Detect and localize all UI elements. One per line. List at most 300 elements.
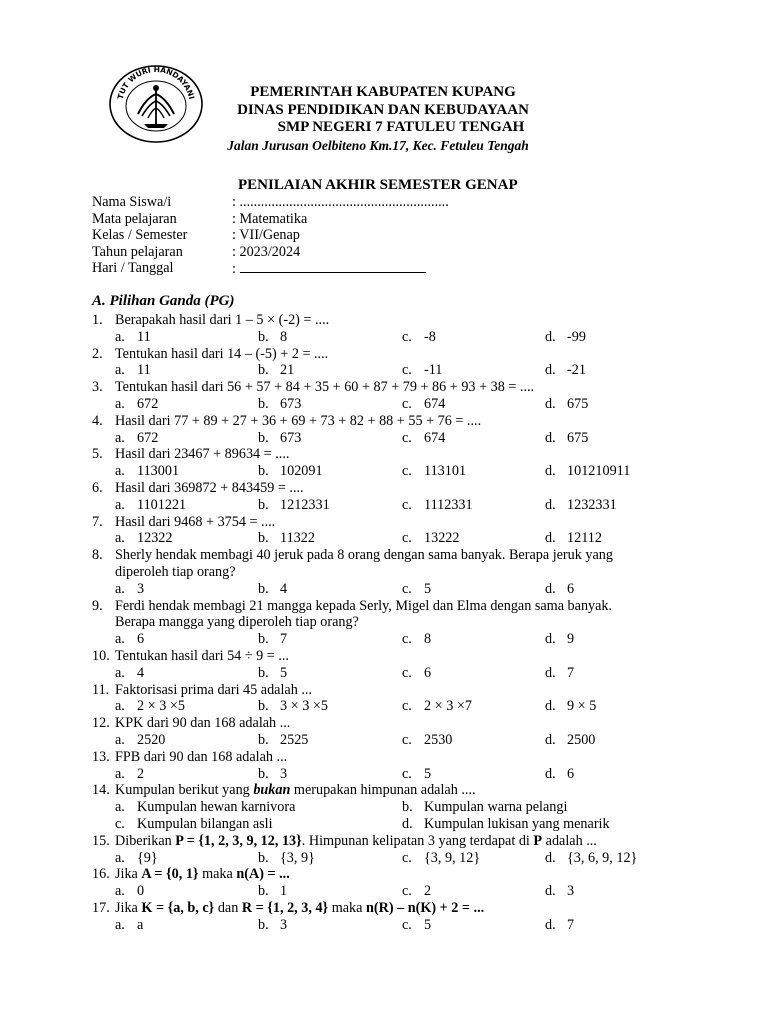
option-text: 8 (424, 631, 432, 648)
question-number: 6. (92, 479, 103, 496)
question-number: 17. (92, 899, 110, 916)
question-list (92, 312, 712, 933)
option-text: 3 (280, 916, 288, 933)
option-letter: b. (258, 530, 269, 547)
option-a[interactable] (115, 581, 144, 598)
option-letter: c. (402, 429, 412, 446)
options-row (92, 917, 712, 934)
option-letter: b. (258, 463, 269, 480)
option-letter: c. (402, 362, 412, 379)
option-text: 6 (137, 631, 145, 648)
student-info (92, 194, 512, 277)
option-letter: c. (402, 765, 412, 782)
option-text: {3, 9, 12} (424, 849, 481, 866)
option-text: 674 (424, 395, 446, 412)
option-a[interactable] (115, 850, 158, 867)
option-letter: c. (115, 815, 125, 832)
option-b[interactable] (258, 732, 308, 749)
option-c[interactable] (115, 816, 273, 833)
school-name: SMP NEGERI 7 FATULEU TENGAH (277, 119, 525, 135)
option-d[interactable] (545, 362, 586, 379)
option-letter: d. (545, 362, 556, 379)
department-name: DINAS PENDIDIKAN DAN KEBUDAYAAN (237, 101, 529, 118)
option-letter: c. (402, 849, 412, 866)
option-letter: a. (115, 631, 125, 648)
option-letter: b. (258, 849, 269, 866)
question-item (92, 782, 712, 832)
option-letter: a. (115, 731, 125, 748)
field-row-date (92, 260, 512, 277)
option-letter: a. (115, 765, 125, 782)
option-d[interactable] (545, 883, 574, 900)
question-text: 17. Jika K = {a, b, c} dan R = {1, 2, 3, 4} maka n(R) – n(K) + 2 = ... (92, 899, 485, 916)
question-number: 1. (92, 312, 103, 328)
option-letter: a. (115, 530, 125, 547)
option-text: 9 × 5 (567, 698, 597, 715)
option-d[interactable] (545, 430, 588, 447)
option-text: 3 (567, 883, 575, 900)
option-text: 9 (567, 631, 575, 648)
option-text: {9} (137, 849, 158, 866)
options-row (92, 698, 712, 715)
question-item (92, 866, 712, 900)
question-text: 16. Jika A = {0, 1} maka n(A) = ... (92, 866, 290, 883)
option-letter: b. (258, 916, 269, 933)
option-a[interactable] (115, 665, 144, 682)
option-text: 672 (137, 395, 159, 412)
option-text: 2500 (567, 731, 596, 748)
option-letter: b. (258, 496, 269, 513)
option-text: 673 (280, 429, 302, 446)
option-letter: b. (402, 799, 413, 816)
option-text: -21 (567, 362, 586, 379)
option-c[interactable] (402, 698, 472, 715)
option-text: 2 (137, 765, 145, 782)
option-text: 5 (424, 580, 432, 597)
option-letter: d. (545, 664, 556, 681)
option-c[interactable] (402, 766, 431, 783)
question-text: 10. Tentukan hasil dari 54 ÷ 9 = ... (92, 647, 289, 664)
options-row (92, 329, 712, 346)
option-b[interactable] (258, 530, 315, 547)
question-number: 8. (92, 547, 103, 564)
option-text: Kumpulan warna pelangi (424, 799, 568, 816)
option-text: 3 (137, 580, 145, 597)
option-b[interactable] (402, 799, 567, 816)
option-a[interactable] (115, 497, 186, 514)
option-text: 2525 (280, 731, 309, 748)
question-number: 14. (92, 782, 110, 799)
question-number: 2. (92, 345, 103, 362)
question-text: 1. Berapakah hasil dari 1 – 5 × (-2) = .... (92, 312, 330, 328)
option-c[interactable] (402, 665, 431, 682)
option-text: 7 (280, 631, 288, 648)
option-d[interactable] (545, 698, 596, 715)
option-letter: d. (545, 463, 556, 480)
government-name: PEMERINTAH KABUPATEN KUPANG (250, 84, 516, 100)
option-b[interactable] (258, 850, 315, 867)
option-b[interactable] (258, 463, 323, 480)
option-b[interactable] (258, 497, 330, 514)
option-d[interactable] (545, 732, 595, 749)
option-a[interactable] (115, 732, 165, 749)
option-a[interactable] (115, 396, 158, 413)
question-text: 2. Tentukan hasil dari 14 – (-5) + 2 = .... (92, 345, 329, 362)
question-item (92, 715, 712, 749)
option-b[interactable] (258, 665, 287, 682)
question-text: 7. Hasil dari 9468 + 3754 = .... (92, 513, 276, 530)
option-letter: c. (402, 463, 412, 480)
options-row (92, 732, 712, 749)
options-row (92, 497, 712, 514)
date-blank-line (240, 260, 426, 273)
question-text-continued: Berapa mangga yang diperoleh tiap orang? (115, 614, 359, 631)
option-text: 674 (424, 429, 446, 446)
option-text: 672 (137, 429, 159, 446)
option-text: 113101 (424, 463, 467, 480)
option-letter: d. (545, 916, 556, 933)
option-text: 1101221 (137, 496, 187, 513)
options-row (92, 799, 712, 816)
question-number: 9. (92, 597, 103, 614)
option-text: 2 (424, 883, 432, 900)
question-number: 3. (92, 379, 103, 396)
question-number: 16. (92, 866, 110, 883)
question-text: 14. Kumpulan berikut yang bukan merupakan himpunan adalah .... (92, 782, 476, 799)
question-number: 13. (92, 748, 110, 765)
option-text: 113001 (137, 463, 180, 480)
option-letter: a. (115, 916, 125, 933)
question-number: 15. (92, 832, 110, 849)
options-row (92, 396, 712, 413)
question-item (92, 480, 712, 514)
question-item (92, 648, 712, 682)
option-d[interactable] (545, 766, 574, 783)
option-text: 3 (280, 765, 288, 782)
option-text: 5 (280, 664, 288, 681)
option-letter: d. (545, 530, 556, 547)
option-b[interactable] (258, 766, 287, 783)
option-letter: d. (545, 698, 556, 715)
option-d[interactable] (545, 665, 574, 682)
emphasis-word: bukan (253, 782, 291, 799)
option-letter: c. (402, 496, 412, 513)
option-d[interactable] (545, 497, 617, 514)
option-a[interactable] (115, 799, 295, 816)
option-c[interactable] (402, 581, 431, 598)
option-text: 11 (137, 328, 151, 345)
option-letter: d. (402, 815, 413, 832)
option-a[interactable] (115, 530, 172, 547)
question-text: 11. Faktorisasi prima dari 45 adalah ... (92, 681, 312, 698)
option-text: 1232331 (567, 496, 617, 513)
option-a[interactable] (115, 463, 179, 480)
question-number: 11. (92, 681, 110, 698)
option-letter: a. (115, 496, 125, 513)
options-row (92, 850, 712, 867)
option-c[interactable] (402, 732, 452, 749)
options-row (92, 581, 712, 598)
option-text: 3 × 3 ×5 (280, 698, 328, 715)
option-c[interactable] (402, 463, 466, 480)
option-letter: c. (402, 530, 412, 547)
field-row-year (92, 244, 512, 261)
question-item (92, 379, 712, 413)
option-text: -99 (567, 328, 586, 345)
option-b[interactable] (258, 329, 287, 346)
options-row (92, 430, 712, 447)
option-letter: d. (545, 429, 556, 446)
option-letter: b. (258, 580, 269, 597)
option-a[interactable] (115, 917, 143, 934)
option-letter: c. (402, 631, 412, 648)
option-text: 12322 (137, 530, 173, 547)
question-item (92, 312, 712, 346)
letterhead (205, 84, 561, 154)
option-letter: c. (402, 916, 412, 933)
option-c[interactable] (402, 883, 431, 900)
options-row (92, 766, 712, 783)
option-d[interactable] (545, 463, 630, 480)
option-letter: b. (258, 765, 269, 782)
option-c[interactable] (402, 362, 442, 379)
option-b[interactable] (258, 362, 294, 379)
field-value: : VII/Genap (232, 227, 300, 244)
question-text: 4. Hasil dari 77 + 89 + 27 + 36 + 69 + 73 + 82 + 88 + 55 + 76 = .... (92, 412, 482, 429)
option-letter: a. (115, 799, 125, 816)
options-row (92, 362, 712, 379)
option-b[interactable] (258, 698, 328, 715)
option-letter: a. (115, 664, 125, 681)
options-row (92, 463, 712, 480)
option-letter: d. (545, 765, 556, 782)
option-text: 13222 (424, 530, 460, 547)
logo-text: TUT WURI HANDAYANI (115, 64, 197, 101)
option-letter: a. (115, 362, 125, 379)
tut-wuri-handayani-logo (108, 64, 204, 144)
question-item (92, 446, 712, 480)
option-text: 8 (280, 328, 288, 345)
field-row-name (92, 194, 512, 211)
option-letter: d. (545, 631, 556, 648)
question-number: 5. (92, 446, 103, 463)
option-d[interactable] (545, 850, 637, 867)
option-letter: c. (402, 731, 412, 748)
date-field[interactable] (232, 260, 426, 278)
option-d[interactable] (545, 329, 586, 346)
option-letter: a. (115, 429, 125, 446)
student-name-field[interactable]: : ........................................................... (232, 194, 449, 210)
option-text: 21 (280, 362, 295, 379)
option-letter: b. (258, 395, 269, 412)
field-value: : (232, 261, 240, 278)
field-label: Nama Siswa/i (92, 194, 172, 210)
option-letter: d. (545, 731, 556, 748)
option-letter: b. (258, 883, 269, 900)
option-c[interactable] (402, 329, 436, 346)
option-letter: a. (115, 580, 125, 597)
option-b[interactable] (258, 430, 301, 447)
option-c[interactable] (402, 396, 445, 413)
option-text: 0 (137, 883, 145, 900)
option-letter: d. (545, 395, 556, 412)
option-letter: c. (402, 664, 412, 681)
option-text: -11 (424, 362, 443, 379)
field-row-class (92, 227, 512, 244)
field-row-subject (92, 211, 512, 228)
option-a[interactable] (115, 631, 144, 648)
option-letter: c. (402, 395, 412, 412)
question-text: 13. FPB dari 90 dan 168 adalah ... (92, 748, 288, 765)
question-item (92, 413, 712, 447)
exam-title: PENILAIAN AKHIR SEMESTER GENAP (238, 177, 518, 193)
option-text: 4 (137, 664, 145, 681)
option-text: 6 (567, 765, 575, 782)
option-letter: a. (115, 395, 125, 412)
school-address: Jalan Jurusan Oelbiteno Km.17, Kec. Fetuleu Tengah (227, 137, 529, 153)
option-text: {3, 9} (280, 849, 315, 866)
question-text: 5. Hasil dari 23467 + 89634 = .... (92, 446, 290, 463)
option-c[interactable] (402, 497, 473, 514)
option-c[interactable] (402, 850, 480, 867)
option-letter: b. (258, 429, 269, 446)
option-letter: b. (258, 698, 269, 715)
option-letter: d. (545, 496, 556, 513)
option-d[interactable] (545, 581, 574, 598)
option-letter: b. (258, 731, 269, 748)
option-c[interactable] (402, 631, 431, 648)
option-d[interactable] (545, 530, 602, 547)
field-label: Mata pelajaran (92, 210, 177, 227)
option-text: 1112331 (424, 496, 473, 513)
options-row (92, 883, 712, 900)
option-b[interactable] (258, 581, 287, 598)
option-text: a (137, 916, 144, 933)
option-b[interactable] (258, 883, 287, 900)
option-text: 1212331 (280, 496, 330, 513)
question-text: 12. KPK dari 90 dan 168 adalah ... (92, 715, 291, 732)
option-b[interactable] (258, 396, 301, 413)
option-d[interactable] (402, 816, 610, 833)
question-item (92, 514, 712, 548)
option-letter: c. (402, 698, 412, 715)
option-d[interactable] (545, 631, 574, 648)
question-text-continued: diperoleh tiap orang? (115, 563, 236, 580)
question-text: 9. Ferdi hendak membagi 21 mangga kepada Serly, Migel dan Elma dengan sama banyak. (92, 597, 613, 614)
option-letter: b. (258, 664, 269, 681)
options-row (92, 665, 712, 682)
option-letter: b. (258, 631, 269, 648)
option-d[interactable] (545, 917, 574, 934)
options-row (92, 816, 712, 833)
question-text: 3. Tentukan hasil dari 56 + 57 + 84 + 35 + 60 + 87 + 79 + 86 + 93 + 38 = .... (92, 379, 535, 396)
option-text: 11322 (280, 530, 315, 547)
option-text: 1 (280, 883, 288, 900)
question-item (92, 346, 712, 380)
question-item (92, 598, 712, 648)
option-letter: a. (115, 849, 125, 866)
option-a[interactable] (115, 766, 144, 783)
option-text: 11 (137, 362, 151, 379)
option-d[interactable] (545, 396, 588, 413)
option-letter: d. (545, 883, 556, 900)
section-title: A. Pilihan Ganda (PG) (92, 293, 235, 309)
option-c[interactable] (402, 430, 445, 447)
option-a[interactable] (115, 883, 144, 900)
option-b[interactable] (258, 631, 287, 648)
option-a[interactable] (115, 698, 185, 715)
question-number: 4. (92, 412, 103, 429)
question-number: 10. (92, 647, 110, 664)
question-number: 7. (92, 513, 103, 530)
option-text: 5 (424, 765, 432, 782)
option-text: {3, 6, 9, 12} (567, 849, 638, 866)
option-text: 5 (424, 916, 432, 933)
option-letter: d. (545, 849, 556, 866)
option-letter: a. (115, 328, 125, 345)
option-a[interactable] (115, 430, 158, 447)
field-value: : 2023/2024 (232, 243, 301, 260)
options-row (92, 631, 712, 648)
option-text: 7 (567, 664, 575, 681)
option-b[interactable] (258, 917, 287, 934)
option-text: 4 (280, 580, 288, 597)
option-text: 6 (424, 664, 432, 681)
option-text: 102091 (280, 463, 323, 480)
option-letter: a. (115, 463, 125, 480)
field-label: Hari / Tanggal (92, 260, 174, 277)
question-item (92, 682, 712, 716)
field-label: Kelas / Semester (92, 227, 188, 244)
option-letter: a. (115, 883, 125, 900)
option-letter: a. (115, 698, 125, 715)
option-text: 675 (567, 429, 589, 446)
question-item (92, 833, 712, 867)
option-text: 7 (567, 916, 575, 933)
question-item (92, 749, 712, 783)
option-text: 101210911 (567, 463, 631, 480)
question-text: 15. Diberikan P = {1, 2, 3, 9, 12, 13}. Himpunan kelipatan 3 yang terdapat di P adalah ... (92, 832, 597, 849)
option-a[interactable] (115, 362, 151, 379)
question-text: 8. Sherly hendak membagi 40 jeruk pada 8 orang dengan sama banyak. Berapa jeruk yang (92, 547, 613, 564)
option-text: -8 (424, 328, 436, 345)
option-c[interactable] (402, 917, 431, 934)
option-letter: b. (258, 362, 269, 379)
option-text: 6 (567, 580, 575, 597)
question-item (92, 900, 712, 934)
question-item (92, 547, 712, 597)
question-text: 6. Hasil dari 369872 + 843459 = .... (92, 479, 304, 496)
option-a[interactable] (115, 329, 151, 346)
option-text: Kumpulan hewan karnivora (137, 799, 296, 816)
option-letter: d. (545, 580, 556, 597)
option-letter: d. (545, 328, 556, 345)
option-letter: c. (402, 328, 412, 345)
option-text: 673 (280, 395, 302, 412)
option-text: 2520 (137, 731, 166, 748)
question-number: 12. (92, 715, 110, 732)
option-text: 675 (567, 395, 589, 412)
option-text: Kumpulan bilangan asli (137, 815, 273, 832)
field-value: : Matematika (232, 210, 308, 227)
option-text: 12112 (567, 530, 602, 547)
option-text: 2530 (424, 731, 453, 748)
option-letter: b. (258, 328, 269, 345)
option-letter: c. (402, 883, 412, 900)
option-text: Kumpulan lukisan yang menarik (424, 815, 610, 832)
option-c[interactable] (402, 530, 459, 547)
option-text: 2 × 3 ×7 (424, 698, 472, 715)
